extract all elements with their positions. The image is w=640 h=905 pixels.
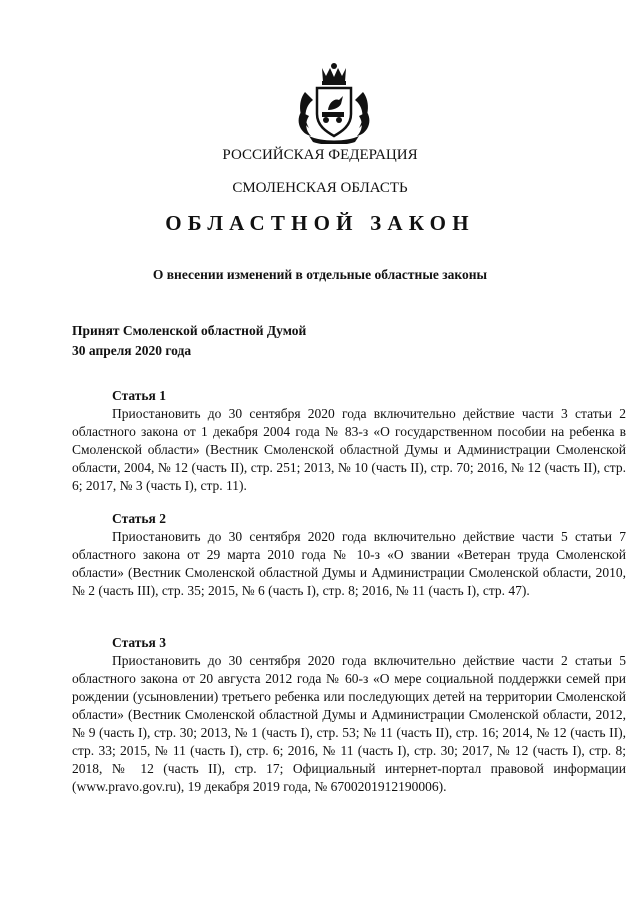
article-title: Статья 3	[112, 635, 166, 650]
adoption-line-1: Принят Смоленской областной Думой	[72, 323, 307, 338]
article-text: Приостановить до 30 сентября 2020 года включительно действие части 5 статьи 7 областного закона от 29 марта 2010 года № 10-з «О звании «Ветеран труда Смоленской области» (Вестник Смоленской областной Думы и Администрации Смоленской области, 2010, № 2 (часть III), стр. 35; 2015, № 6 (часть I), стр. 8; 2016, № 11 (часть I), стр. 47).	[72, 529, 626, 598]
law-subject: О внесении изменений в отдельные областные законы	[152, 267, 488, 282]
article-2	[72, 510, 626, 600]
article-title: Статья 1	[112, 388, 166, 403]
article-1	[72, 387, 626, 495]
article-title: Статья 2	[112, 511, 166, 526]
country-heading: РОССИЙСКАЯ ФЕДЕРАЦИЯ	[222, 147, 418, 163]
article-text: Приостановить до 30 сентября 2020 года включительно действие части 2 статьи 5 областного закона от 20 августа 2012 года № 60-з «О мере социальной поддержки семей при рождении (усыновлении) третьего ребенка или последующих детей на территории Смоленской области» (Вестник Смоленской областной Думы и Администрации Смоленской области, 2012, № 9 (часть I), стр. 30; 2013, № 1 (часть I), стр. 53; № 11 (часть II), стр. 16; 2014, № 12 (часть II), стр. 33; 2015, № 11 (часть I), стр. 6; 2016, № 11 (часть I), стр. 30; 2017, № 12 (часть I), стр. 8; 2018, № 12 (часть II), стр. 17; Официальный интернет-портал правовой информации (www.pravo.gov.ru), 19 декабря 2019 года, № 6700201912190006).	[72, 653, 626, 794]
document-type-title: ОБЛАСТНОЙ ЗАКОН	[165, 211, 475, 235]
region-heading: СМОЛЕНСКАЯ ОБЛАСТЬ	[232, 180, 408, 196]
article-3	[72, 634, 626, 796]
article-text: Приостановить до 30 сентября 2020 года включительно действие части 3 статьи 2 областного закона от 1 декабря 2004 года № 83-з «О государственном пособии на ребенка в Смоленской области» (Вестник Смоленской областной Думы и Администрации Смоленской области, 2004, № 12 (часть II), стр. 251; 2013, № 10 (часть II), стр. 70; 2016, № 12 (часть II), стр. 6; 2017, № 3 (часть I), стр. 11).	[72, 406, 626, 493]
adoption-block	[72, 321, 306, 361]
adoption-line-2: 30 апреля 2020 года	[72, 343, 192, 358]
coat-of-arms-icon	[295, 62, 373, 144]
